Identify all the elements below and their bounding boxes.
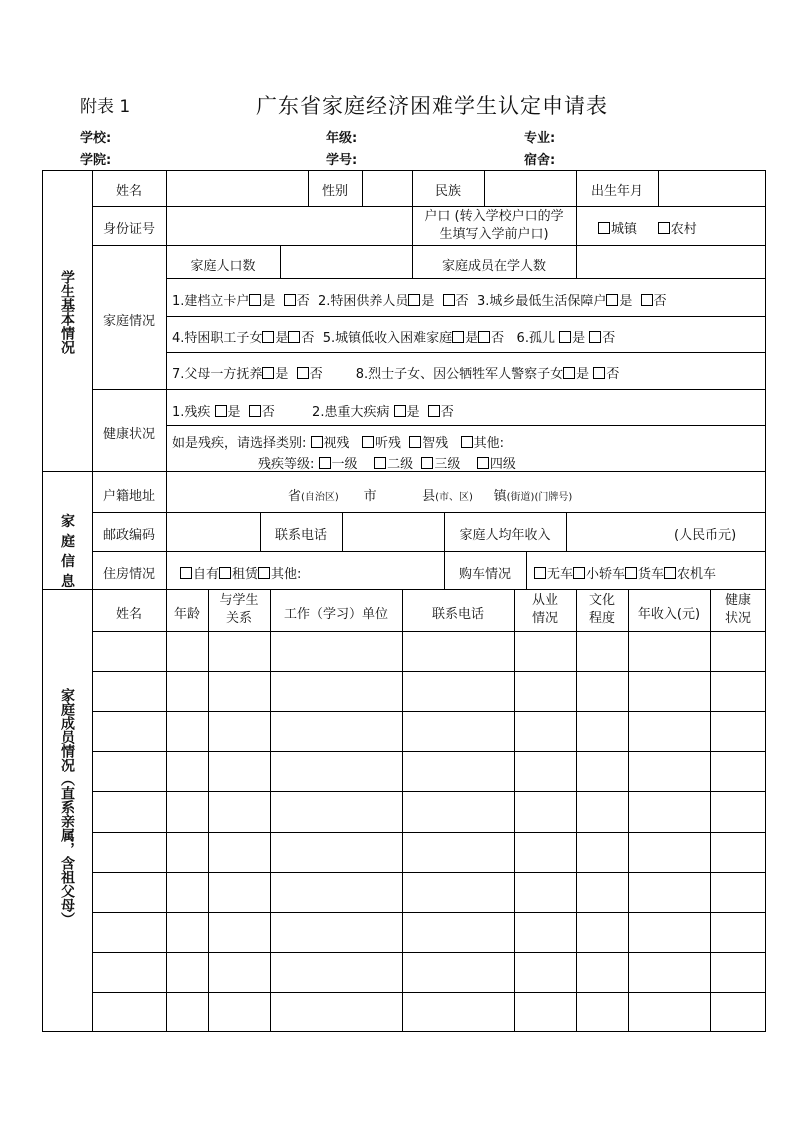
col-phone: 联系电话 bbox=[431, 607, 484, 622]
col-relation: 与学生 关系 bbox=[219, 593, 259, 626]
label-family-situation: 家庭情况 bbox=[102, 314, 155, 329]
label-postcode: 邮政编码 bbox=[102, 528, 155, 543]
disability-level-row: 残疾等级: 一级 二级 三级 四级 bbox=[258, 457, 516, 472]
label-car: 购车情况 bbox=[458, 567, 511, 582]
grade-label: 年级: bbox=[326, 131, 358, 146]
label-hukou: 户口 (转入学校户口的学 生填写入学前户口) bbox=[424, 209, 564, 242]
col-age: 年龄 bbox=[173, 607, 200, 622]
label-gender: 性别 bbox=[321, 184, 348, 199]
col-job: 从业 情况 bbox=[531, 593, 558, 626]
housing-options: 自有 租赁 其他: bbox=[180, 563, 301, 582]
col-education: 文化 程度 bbox=[588, 593, 615, 626]
label-id-number: 身份证号 bbox=[102, 222, 155, 237]
member-row-divider bbox=[92, 872, 766, 873]
member-row-divider bbox=[92, 992, 766, 993]
annex-label: 附表 1 bbox=[80, 97, 131, 117]
member-row-divider bbox=[92, 791, 766, 792]
label-housing: 住房情况 bbox=[102, 567, 155, 582]
label-address: 户籍地址 bbox=[102, 489, 155, 504]
label-ethnicity: 民族 bbox=[434, 184, 461, 199]
label-students-count: 家庭成员在学人数 bbox=[441, 259, 546, 274]
disability-type-row: 如是残疾，请选择类别: 视残 听残 智残 其他: bbox=[172, 436, 505, 451]
col-health: 健康 状况 bbox=[724, 593, 751, 626]
checkbox-rural[interactable] bbox=[658, 222, 670, 234]
major-label: 专业: bbox=[524, 131, 556, 146]
section-title-basic: 学生基本情况 bbox=[59, 270, 75, 354]
college-label: 学院: bbox=[80, 153, 112, 168]
member-row-divider bbox=[92, 711, 766, 712]
family-situation-row-1: 1.建档立卡户 是 否 2.特困供养人员 是 否 3.城乡最低生活保障户 是 否 bbox=[172, 294, 667, 309]
dorm-label: 宿舍: bbox=[524, 153, 556, 168]
label-phone: 联系电话 bbox=[274, 528, 327, 543]
health-row-1: 1.残疾 是 否 2.患重大疾病 是 否 bbox=[172, 405, 454, 420]
family-situation-row-3: 7.父母一方抚养 是 否 8.烈士子女、因公牺牲军人警察子女 是 否 bbox=[172, 367, 620, 382]
label-income: 家庭人均年收入 bbox=[459, 528, 551, 543]
student-id-label: 学号: bbox=[326, 153, 358, 168]
label-name: 姓名 bbox=[115, 184, 142, 199]
currency-note: (人民币元) bbox=[674, 528, 737, 543]
member-row-divider bbox=[92, 912, 766, 913]
section-title-members: 家庭成员情况（直系亲属，含祖父母） bbox=[59, 688, 75, 926]
form-title: 广东省家庭经济困难学生认定申请表 bbox=[256, 94, 608, 118]
member-row-divider bbox=[92, 751, 766, 752]
address-template: 省(自治区) 市 县(市、区) 镇(街道)(门牌号) bbox=[288, 489, 573, 504]
car-options: 无车 小轿车 货车 农机车 bbox=[534, 563, 716, 582]
label-birth: 出生年月 bbox=[590, 184, 643, 199]
section-title-family: 家庭信息 bbox=[61, 514, 75, 590]
checkbox-urban[interactable] bbox=[598, 222, 610, 234]
member-row-divider bbox=[92, 952, 766, 953]
school-label: 学校: bbox=[80, 131, 112, 146]
member-row-divider bbox=[92, 832, 766, 833]
hukou-options: 城镇 农村 bbox=[598, 218, 697, 237]
col-name: 姓名 bbox=[115, 607, 142, 622]
family-situation-row-2: 4.特困职工子女 是 否 5.城镇低收入困难家庭 是 否 6.孤儿 是 否 bbox=[172, 331, 616, 346]
col-work: 工作（学习）单位 bbox=[283, 607, 388, 622]
label-family-count: 家庭人口数 bbox=[190, 259, 256, 274]
label-health: 健康状况 bbox=[102, 427, 155, 442]
col-annual-income: 年收入(元) bbox=[637, 607, 701, 622]
member-row-divider bbox=[92, 671, 766, 672]
